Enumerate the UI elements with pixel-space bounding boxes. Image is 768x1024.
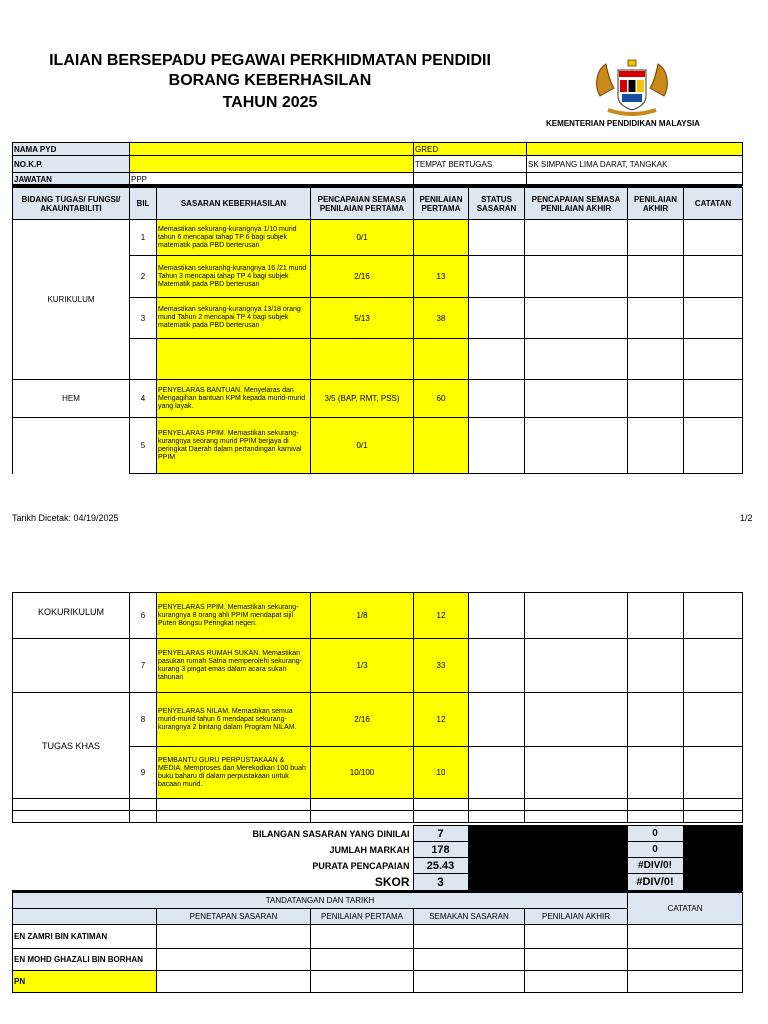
col-catatan: CATATAN <box>684 188 743 220</box>
row-penilaian[interactable]: 38 <box>414 298 469 339</box>
row-status[interactable] <box>469 747 525 799</box>
table-row <box>13 693 743 747</box>
row-status[interactable] <box>469 639 525 693</box>
row-catatan[interactable] <box>684 747 743 799</box>
row-bil <box>130 799 157 811</box>
signature-table <box>12 892 743 993</box>
row-sasaran[interactable] <box>157 811 311 823</box>
signature-cell[interactable] <box>157 925 311 949</box>
row-status[interactable] <box>469 593 525 639</box>
row-pencapaian[interactable]: 0/1 <box>311 220 414 256</box>
info-table <box>12 142 743 186</box>
nama-label: NAMA PYD <box>13 143 130 156</box>
bilangan-akhir-value: 0 <box>627 826 683 842</box>
row-catatan[interactable] <box>684 418 743 474</box>
row-status[interactable] <box>469 418 525 474</box>
row-pencapaian[interactable]: 5/13 <box>311 298 414 339</box>
col-penetapan-sasaran: PENETAPAN SASARAN <box>157 909 311 925</box>
row-sasaran[interactable] <box>157 799 311 811</box>
row-bil: 4 <box>130 380 157 418</box>
row-sasaran[interactable]: PENYELARAS BANTUAN. Menyelaras dan Mengagihan bantuan KPM kepada murid-murid yang layak. <box>157 380 311 418</box>
row-status[interactable] <box>469 298 525 339</box>
signatory-name: EN ZAMRI BIN KATIMAN <box>13 925 157 949</box>
row-penilaian-akhir[interactable] <box>628 298 684 339</box>
row-pencapaian-akhir[interactable] <box>525 298 628 339</box>
signature-catatan-cell[interactable] <box>628 971 743 993</box>
summary-black-fill <box>683 826 742 842</box>
signatory-name: EN MOHD GHAZALI BIN BORHAN <box>13 949 157 971</box>
nama-field[interactable] <box>130 143 414 156</box>
signature-catatan-cell[interactable] <box>628 925 743 949</box>
col-pencapaian-akhir: PENCAPAIAN SEMASA PENILAIAN AKHIR <box>525 188 628 220</box>
row-bil: 7 <box>130 639 157 693</box>
row-pencapaian-akhir[interactable] <box>525 339 628 380</box>
signature-cell[interactable] <box>525 925 628 949</box>
purata-akhir-value: #DIV/0! <box>627 858 683 874</box>
table-row <box>13 799 743 811</box>
row-pencapaian-akhir[interactable] <box>525 220 628 256</box>
row-status[interactable] <box>469 811 525 823</box>
row-bil: 3 <box>130 298 157 339</box>
row-penilaian[interactable] <box>414 811 469 823</box>
signature-cell[interactable] <box>157 949 311 971</box>
table-row <box>13 811 743 823</box>
col-penilaian-akhir: PENILAIAN AKHIR <box>628 188 684 220</box>
signature-cell[interactable] <box>525 949 628 971</box>
row-status[interactable] <box>469 799 525 811</box>
row-pencapaian[interactable]: 3/5 (BAP, RMT, PSS) <box>311 380 414 418</box>
row-sasaran[interactable]: PENYELARAS PPIM. Memastikan sekurang-kurangnya seorang murid PPIM berjaya di peringkat Daerah dalam pertandingan karnival PPIM <box>157 418 311 474</box>
row-sasaran[interactable]: PENYELARAS RUMAH SUKAN. Memastikan pasukan rumah Satria memperolehi sekurang-kurang 3 pingat emas dalam acara sukan tahunan <box>157 639 311 693</box>
group-blank <box>13 418 130 474</box>
row-pencapaian-akhir[interactable] <box>525 693 628 747</box>
col-bidang: BIDANG TUGAS/ FUNGSI/ AKAUNTABILITI <box>13 188 130 220</box>
row-sasaran[interactable]: PEMBANTU GURU PERPUSTAKAAN & MEDIA. Memproses dan Merekodkan 100 buah buku baharu di dalam perpustakaan untuk bacaan murid. <box>157 747 311 799</box>
row-pencapaian-akhir[interactable] <box>525 256 628 298</box>
jawatan-field[interactable]: PPP <box>130 173 414 186</box>
form-title-line2: BORANG KEBERHASILAN <box>168 72 372 89</box>
form-title-line1: ILAIAN BERSEPADU PEGAWAI PERKHIDMATAN PENDIDII <box>49 52 491 69</box>
row-sasaran[interactable]: Memastikan sekuranhg-kurangnya 16 /21 murid Tahun 3 mencapai tahap TP 4 bagi subjek Matematik pada PBD berterusan <box>157 256 311 298</box>
group-kokurikulum: KOKURIKULUM <box>13 593 130 639</box>
row-sasaran[interactable] <box>157 339 311 380</box>
print-date: Tarikh Dicetak: 04/19/2025 <box>12 513 119 523</box>
row-sasaran[interactable]: Memastikan sekurang-kurangnya 13/18 orang murid Tahun 2 mencapai TP 4 bagi subjek matematik pada PBD berterusan <box>157 298 311 339</box>
signature-catatan-header: CATATAN <box>628 893 743 925</box>
row-pencapaian-akhir[interactable] <box>525 799 628 811</box>
summary-black-fill <box>468 858 627 874</box>
row-pencapaian[interactable]: 2/16 <box>311 693 414 747</box>
row-penilaian[interactable] <box>414 418 469 474</box>
row-penilaian[interactable]: 12 <box>414 593 469 639</box>
tempat-label: TEMPAT BERTUGAS <box>414 156 527 173</box>
row-penilaian-akhir[interactable] <box>628 339 684 380</box>
row-pencapaian[interactable] <box>311 339 414 380</box>
table-row <box>13 593 743 639</box>
targets-table-page2 <box>12 592 743 823</box>
jawatan-label: JAWATAN <box>13 173 130 186</box>
jumlah-akhir-value: 0 <box>627 842 683 858</box>
row-pencapaian-akhir[interactable] <box>525 811 628 823</box>
signature-cell[interactable] <box>311 925 414 949</box>
row-bil <box>130 811 157 823</box>
purata-label: PURATA PENCAPAIAN <box>312 860 410 871</box>
row-penilaian-akhir[interactable] <box>628 639 684 693</box>
row-status[interactable] <box>469 693 525 747</box>
row-pencapaian[interactable]: 1/8 <box>311 593 414 639</box>
skor-label: SKOR <box>374 875 410 889</box>
col-semakan-sasaran: SEMAKAN SASARAN <box>414 909 525 925</box>
row-penilaian[interactable]: 12 <box>414 693 469 747</box>
col-penilaian-akhir-sign: PENILAIAN AKHIR <box>525 909 628 925</box>
group-kurikulum: KURIKULUM <box>13 220 130 380</box>
group-blank <box>13 799 130 811</box>
row-status[interactable] <box>469 339 525 380</box>
col-bil: BIL <box>130 188 157 220</box>
table-row <box>13 380 743 418</box>
signature-cell[interactable] <box>311 971 414 993</box>
signature-cell[interactable] <box>525 971 628 993</box>
row-catatan[interactable] <box>684 220 743 256</box>
targets-table-page1 <box>12 187 743 474</box>
row-penilaian-akhir[interactable] <box>628 693 684 747</box>
group-blank <box>13 639 130 693</box>
row-pencapaian-akhir[interactable] <box>525 639 628 693</box>
row-penilaian-akhir[interactable] <box>628 747 684 799</box>
row-penilaian[interactable] <box>414 339 469 380</box>
table-row <box>13 949 743 971</box>
purata-value: 25.43 <box>413 858 468 874</box>
ministry-name: KEMENTERIAN PENDIDIKAN MALAYSIA <box>546 119 700 128</box>
summary-black-fill <box>683 874 742 891</box>
summary-black-fill <box>468 842 627 858</box>
jumlah-label: JUMLAH MARKAH <box>329 844 410 855</box>
row-penilaian-akhir[interactable] <box>628 380 684 418</box>
form-title-year: TAHUN 2025 <box>222 94 318 111</box>
signature-name-header <box>13 909 157 925</box>
row-penilaian-akhir[interactable] <box>628 256 684 298</box>
row-status[interactable] <box>469 220 525 256</box>
table-row <box>13 925 743 949</box>
row-catatan[interactable] <box>684 593 743 639</box>
table-row <box>13 418 743 474</box>
tempat-field[interactable]: SK SIMPANG LIMA DARAT, TANGKAK <box>527 156 743 173</box>
row-penilaian[interactable]: 10 <box>414 747 469 799</box>
row-bil: 1 <box>130 220 157 256</box>
row-catatan[interactable] <box>684 799 743 811</box>
row-catatan[interactable] <box>684 298 743 339</box>
row-pencapaian-akhir[interactable] <box>525 380 628 418</box>
nokp-field[interactable] <box>130 156 414 173</box>
skor-value: 3 <box>413 874 468 891</box>
signature-title: TANDATANGAN DAN TARIKH <box>13 893 628 909</box>
row-pencapaian[interactable]: 10/100 <box>311 747 414 799</box>
row-penilaian-akhir[interactable] <box>628 593 684 639</box>
row-bil: 6 <box>130 593 157 639</box>
row-status[interactable] <box>469 380 525 418</box>
row-bil: 5 <box>130 418 157 474</box>
summary-table <box>12 825 743 891</box>
table-row <box>13 971 743 993</box>
col-status: STATUS SASARAN <box>469 188 525 220</box>
signature-cell[interactable] <box>157 971 311 993</box>
jumlah-value: 178 <box>413 842 468 858</box>
col-pencapaian-pertama: PENCAPAIAN SEMASA PENILAIAN PERTAMA <box>311 188 414 220</box>
page-number: 1/2 <box>740 513 753 523</box>
summary-black-fill <box>468 826 627 842</box>
bilangan-label: BILANGAN SASARAN YANG DINILAI <box>252 828 410 839</box>
row-catatan[interactable] <box>684 256 743 298</box>
group-blank <box>13 811 130 823</box>
row-pencapaian-akhir[interactable] <box>525 418 628 474</box>
row-catatan[interactable] <box>684 339 743 380</box>
col-penilaian-pertama: PENILAIAN PERTAMA <box>414 188 469 220</box>
row-penilaian-akhir[interactable] <box>628 811 684 823</box>
row-catatan[interactable] <box>684 639 743 693</box>
row-pencapaian[interactable] <box>311 799 414 811</box>
table-row <box>13 639 743 693</box>
gred-label: GRED <box>414 143 527 156</box>
row-penilaian[interactable] <box>414 220 469 256</box>
row-penilaian[interactable]: 33 <box>414 639 469 693</box>
bilangan-value: 7 <box>413 826 468 842</box>
row-penilaian-akhir[interactable] <box>628 799 684 811</box>
signature-cell[interactable] <box>414 925 525 949</box>
row-bil <box>130 339 157 380</box>
row-catatan[interactable] <box>684 380 743 418</box>
row-penilaian-akhir[interactable] <box>628 418 684 474</box>
row-catatan[interactable] <box>684 693 743 747</box>
row-bil: 9 <box>130 747 157 799</box>
nokp-label: NO.K.P. <box>13 156 130 173</box>
row-pencapaian[interactable]: 1/3 <box>311 639 414 693</box>
row-status[interactable] <box>469 256 525 298</box>
signature-cell[interactable] <box>311 949 414 971</box>
row-sasaran[interactable]: PENYELARAS PPIM. Memastikan sekurang-kurangnya 8 orang ahli PPIM mendapat sijil Puteri Bongsu Peringkat negeri. <box>157 593 311 639</box>
col-penilaian-pertama-sign: PENILAIAN PERTAMA <box>311 909 414 925</box>
row-penilaian[interactable] <box>414 799 469 811</box>
signature-cell[interactable] <box>414 949 525 971</box>
row-pencapaian-akhir[interactable] <box>525 593 628 639</box>
row-catatan[interactable] <box>684 811 743 823</box>
row-bil: 2 <box>130 256 157 298</box>
summary-black-fill <box>683 858 742 874</box>
table-row <box>13 220 743 256</box>
row-pencapaian[interactable]: 0/1 <box>311 418 414 474</box>
col-sasaran: SASARAN KEBERHASILAN <box>157 188 311 220</box>
row-penilaian-akhir[interactable] <box>628 220 684 256</box>
group-tugas-khas: TUGAS KHAS <box>13 693 130 799</box>
row-sasaran[interactable]: PENYELARAS NILAM. Memastikan semua murid-murid tahun 6 mendapat sekurang-kurangnya 2 bintang dalam Program NILAM. <box>157 693 311 747</box>
row-pencapaian[interactable] <box>311 811 414 823</box>
row-pencapaian[interactable]: 2/16 <box>311 256 414 298</box>
row-pencapaian-akhir[interactable] <box>525 747 628 799</box>
row-sasaran[interactable]: Memastikan sekurang-kurangnya 1/10 murid tahun 6 mencapai tahap TP 6 bagi subjek matematik pada PBD berterusan <box>157 220 311 256</box>
skor-akhir-value: #DIV/0! <box>627 874 683 891</box>
group-hem: HEM <box>13 380 130 418</box>
gred-field[interactable] <box>527 143 743 156</box>
signature-cell[interactable] <box>414 971 525 993</box>
signature-catatan-cell[interactable] <box>628 949 743 971</box>
row-penilaian[interactable]: 13 <box>414 256 469 298</box>
summary-black-fill <box>683 842 742 858</box>
row-penilaian[interactable]: 60 <box>414 380 469 418</box>
coat-of-arms-emblem <box>592 56 672 120</box>
signatory-name: PN <box>13 971 157 993</box>
summary-black-fill <box>468 874 627 891</box>
row-bil: 8 <box>130 693 157 747</box>
